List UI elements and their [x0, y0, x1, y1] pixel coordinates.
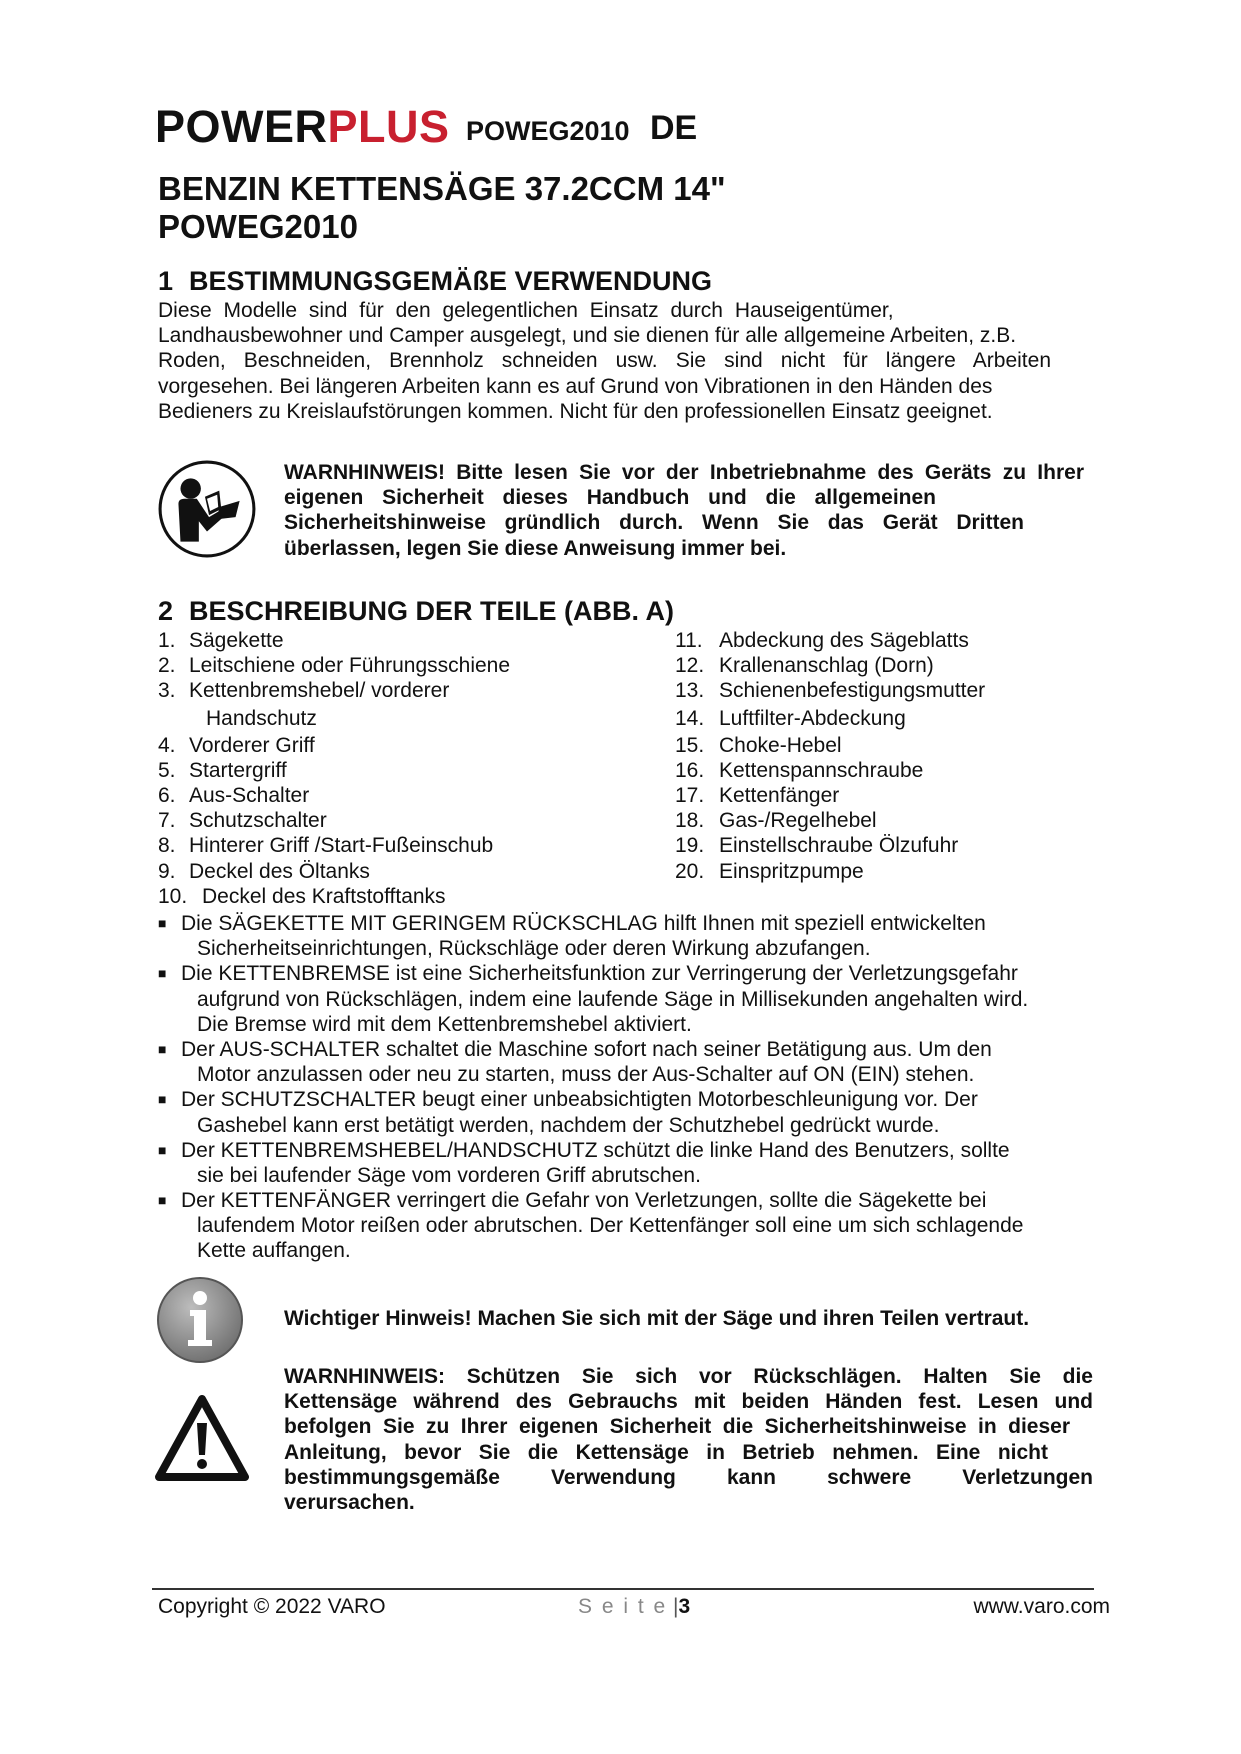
warning-read-manual	[284, 460, 1084, 561]
footer-divider	[152, 1588, 1094, 1590]
brand-logo-part1: POWER	[155, 101, 328, 152]
warning-line: WARNHINWEIS: Schützen Sie sich vor Rückschlägen. Halten Sie die	[284, 1365, 1093, 1388]
list-item-continuation: Handschutz	[206, 706, 317, 730]
bullet-line: aufgrund von Rückschlägen, indem eine laufende Säge in Millisekunden angehalten wird.	[197, 987, 1029, 1011]
bullet-item: ■ Die SÄGEKETTE MIT GERINGEM RÜCKSCHLAG hilft Ihnen mit speziell entwickelten Sicherheitseinrichtungen, Rückschläge oder deren Wirkung abzufangen.	[158, 911, 1098, 961]
paragraph-line: vorgesehen. Bei längeren Arbeiten kann es auf Grund von Vibrationen in den Händen des	[158, 374, 993, 398]
bullet-line: laufendem Motor reißen oder abrutschen. Der Kettenfänger soll eine um sich schlagende	[197, 1214, 1024, 1238]
warning-line: Kettensäge während des Gebrauchs mit beiden Händen fest. Lesen und	[284, 1390, 1093, 1414]
paragraph-line: Landhausbewohner und Camper ausgelegt, und sie dienen für alle allgemeine Arbeiten, z.B.	[158, 324, 1017, 348]
list-item: 13. Schienenbefestigungsmutter	[675, 679, 986, 703]
bullet-line: Kette auffangen.	[197, 1239, 351, 1263]
footer-page	[578, 1594, 690, 1620]
bullet-item: ■ Der KETTENFÄNGER verringert die Gefahr von Verletzungen, sollte die Sägekette bei laufendem Motor reißen oder abrutschen. Der Kettenfänger soll eine um sich schlagende Kette auffangen.	[158, 1188, 1098, 1264]
model-number: POWEG2010	[466, 116, 630, 146]
parts-list-right	[675, 628, 1095, 884]
bullet-icon: ■	[158, 965, 167, 982]
bullet-item: ■ Der KETTENBREMSHEBEL/HANDSCHUTZ schützt die linke Hand des Benutzers, sollte sie bei laufender Säge vom vorderen Griff abrutschen.	[158, 1138, 1098, 1188]
paragraph-line: Roden, Beschneiden, Brennholz schneiden usw. Sie sind nicht für längere Arbeiten	[158, 349, 1051, 373]
warning-line: Sicherheitshinweise gründlich durch. Wenn Sie das Gerät Dritten	[284, 511, 1024, 535]
section-number: 2	[158, 596, 174, 626]
section-heading-text: BESTIMMUNGSGEMÄßE VERWENDUNG	[189, 266, 713, 296]
paragraph-line: Diese Modelle sind für den gelegentlichen Einsatz durch Hauseigentümer,	[158, 299, 894, 322]
parts-list-left	[158, 628, 658, 909]
info-icon	[156, 1276, 244, 1364]
bullet-icon: ■	[158, 1040, 167, 1057]
bullet-icon: ■	[158, 1192, 167, 1209]
info-note-text: Wichtiger Hinweis! Machen Sie sich mit der Säge und ihren Teilen vertraut.	[284, 1307, 1030, 1330]
section-1-heading	[158, 265, 712, 297]
bullet-line: Die Bremse wird mit dem Kettenbremshebel aktiviert.	[197, 1012, 692, 1036]
list-item: 17. Kettenfänger	[675, 783, 840, 807]
section-2-heading	[158, 595, 674, 627]
list-item: 5. Startergriff	[158, 758, 287, 782]
list-item: 7. Schutzschalter	[158, 809, 327, 833]
page-separator: |	[673, 1595, 679, 1618]
title-line-1: BENZIN KETTENSÄGE 37.2CCM 14"	[158, 170, 726, 207]
bullet-line: Sicherheitseinrichtungen, Rückschläge oder deren Wirkung abzufangen.	[197, 937, 871, 961]
warning-line: überlassen, legen Sie diese Anweisung immer bei.	[284, 536, 787, 560]
warning-line: eigenen Sicherheit dieses Handbuch und die allgemeinen	[284, 486, 936, 510]
list-item: 15. Choke-Hebel	[675, 733, 842, 757]
warning-triangle-icon	[154, 1393, 250, 1483]
warning-kickback	[284, 1364, 1093, 1515]
bullet-line: sie bei laufender Säge vom vorderen Griff abrutschen.	[197, 1163, 701, 1187]
language-code: DE	[650, 109, 698, 147]
list-item: 12. Krallenanschlag (Dorn)	[675, 654, 934, 678]
bullet-line: Gashebel kann erst betätigt werden, nachdem der Schutzhebel gedrückt wurde.	[197, 1113, 940, 1137]
section-1-paragraph	[158, 298, 1070, 424]
list-item: 11. Abdeckung des Sägeblatts	[675, 629, 969, 652]
list-item: 19. Einstellschraube Ölzufuhr	[675, 834, 959, 858]
read-manual-icon	[156, 458, 258, 560]
list-item: 8. Hinterer Griff /Start-Fußeinschub	[158, 834, 494, 858]
section-number: 1	[158, 266, 174, 296]
bullet-item: ■ Der SCHUTZSCHALTER beugt einer unbeabsichtigten Motorbeschleunigung vor. Der Gashebel kann erst betätigt werden, nachdem der Schutzhebel gedrückt wurde.	[158, 1087, 1098, 1137]
brand-logo-part2: PLUS	[327, 101, 450, 152]
bullet-item: ■ Die KETTENBREMSE ist eine Sicherheitsfunktion zur Verringerung der Verletzungsgefahr aufgrund von Rückschlägen, indem eine laufende Säge in Millisekunden angehalten wird. Die Bremse wird mit dem Kettenbremshebel aktiviert.	[158, 961, 1098, 1037]
list-item: 2. Leitschiene oder Führungsschiene	[158, 654, 511, 678]
bullet-item: ■ Der AUS-SCHALTER schaltet die Maschine sofort nach seiner Betätigung aus. Um den Motor anzulassen oder neu zu starten, muss der Aus-Schalter auf ON (EIN) stehen.	[158, 1037, 1098, 1087]
list-item: 14. Luftfilter-Abdeckung	[675, 706, 906, 730]
page-label: S e i t e	[578, 1595, 668, 1618]
bullet-line: Motor anzulassen oder neu zu starten, muss der Aus-Schalter auf ON (EIN) stehen.	[197, 1063, 975, 1087]
bullet-icon: ■	[158, 1091, 167, 1108]
list-item: 4. Vorderer Griff	[158, 733, 315, 757]
page-number: 3	[678, 1595, 691, 1618]
section-heading-text: BESCHREIBUNG DER TEILE (ABB. A)	[189, 596, 675, 626]
warning-line: bestimmungsgemäße Verwendung kann schwere Verletzungen	[284, 1465, 1093, 1489]
list-item: 6. Aus-Schalter	[158, 783, 310, 807]
warning-line: befolgen Sie zu Ihrer eigenen Sicherheit die Sicherheitshinweise in dieser	[284, 1415, 1070, 1439]
list-item: 9. Deckel des Öltanks	[158, 859, 370, 883]
document-title	[158, 170, 726, 246]
list-item: 10. Deckel des Kraftstofftanks	[158, 884, 446, 908]
list-item: 1. Sägekette	[158, 629, 284, 652]
brand-logo	[155, 102, 450, 152]
warning-line: WARNHINWEIS! Bitte lesen Sie vor der Inbetriebnahme des Geräts zu Ihrer	[284, 461, 1084, 484]
title-line-2: POWEG2010	[158, 208, 358, 245]
list-item: 16. Kettenspannschraube	[675, 758, 924, 782]
warning-line: Anleitung, bevor Sie die Kettensäge in Betrieb nehmen. Eine nicht	[284, 1440, 1048, 1464]
footer-website: www.varo.com	[973, 1595, 1110, 1618]
paragraph-line: Bedieners zu Kreislaufstörungen kommen. Nicht für den professionellen Einsatz geeignet.	[158, 399, 993, 423]
bullet-icon: ■	[158, 915, 167, 931]
list-item: 20. Einspritzpumpe	[675, 859, 864, 883]
list-item: 3. Kettenbremshebel/ vorderer	[158, 679, 450, 703]
feature-bullets	[158, 911, 1098, 1264]
footer-copyright: Copyright © 2022 VARO	[158, 1595, 386, 1618]
bullet-icon: ■	[158, 1141, 167, 1158]
list-item: 18. Gas-/Regelhebel	[675, 809, 877, 833]
warning-line: verursachen.	[284, 1490, 415, 1514]
